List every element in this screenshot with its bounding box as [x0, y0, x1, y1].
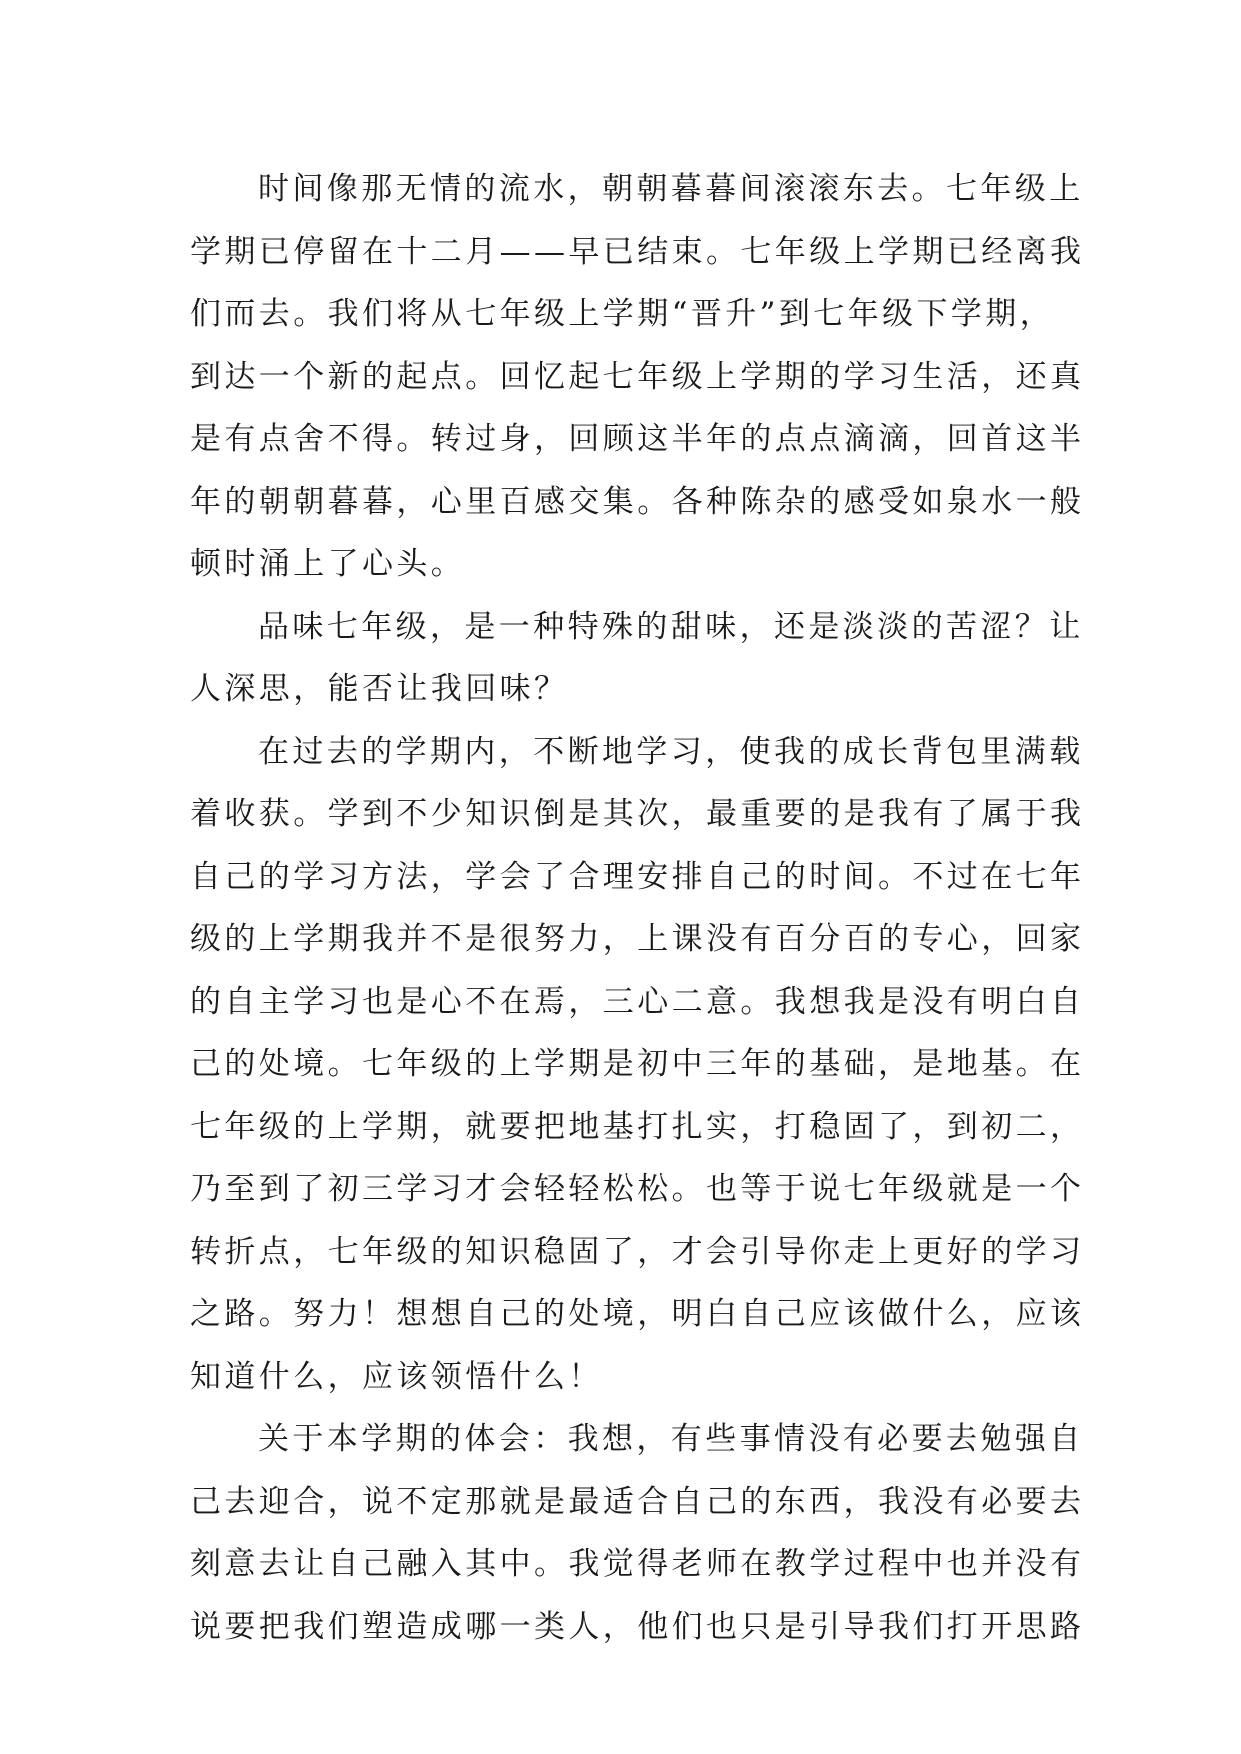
text-line: 人深思，能否让我回味？ — [190, 671, 569, 707]
text-line: 到达一个新的起点。回忆起七年级上学期的学习生活，还真 — [190, 358, 1085, 395]
text-line: 转折点，七年级的知识稳固了，才会引导你走上更好的学习 — [190, 1233, 1085, 1270]
text-line: 之路。努力！想想自己的处境，明白自己应该做什么，应该 — [190, 1296, 1085, 1332]
text-line: 在过去的学期内，不断地学习，使我的成长背包里满载 — [258, 733, 1084, 770]
text-line: 品味七年级，是一种特殊的甜味，还是淡淡的苦涩？让 — [258, 608, 1084, 645]
text-line: 顿时涌上了心头。 — [190, 546, 466, 582]
body-text — [190, 158, 1085, 1658]
text-line: 己去迎合，说不定那就是最适合自己的东西，我没有必要去 — [190, 1483, 1085, 1520]
text-line: 刻意去让自己融入其中。我觉得老师在教学过程中也并没有 — [190, 1546, 1085, 1582]
text-line: 自己的学习方法，学会了合理安排自己的时间。不过在七年 — [190, 858, 1085, 895]
text-line: 知道什么，应该领悟什么！ — [190, 1358, 603, 1395]
text-line: 己的处境。七年级的上学期是初中三年的基础，是地基。在 — [190, 1046, 1085, 1082]
text-line: 的自主学习也是心不在焉，三心二意。我想我是没有明白自 — [190, 983, 1085, 1020]
text-line: 关于本学期的体会：我想，有些事情没有必要去勉强自 — [258, 1421, 1084, 1457]
text-line: 学期已停留在十二月——早已结束。七年级上学期已经离我 — [190, 233, 1085, 270]
text-line: 着收获。学到不少知识倒是其次，最重要的是我有了属于我 — [190, 796, 1085, 832]
text-line: 说要把我们塑造成哪一类人，他们也只是引导我们打开思路 — [190, 1608, 1085, 1645]
text-line: 时间像那无情的流水，朝朝暮暮间滚滚东去。七年级上 — [258, 171, 1084, 207]
text-line: 七年级的上学期，就要把地基打扎实，打稳固了，到初二， — [190, 1108, 1085, 1145]
text-line: 乃至到了初三学习才会轻轻松松。也等于说七年级就是一个 — [190, 1171, 1085, 1207]
text-line: 级的上学期我并不是很努力，上课没有百分百的专心，回家 — [190, 921, 1085, 957]
text-line: 年的朝朝暮暮，心里百感交集。各种陈杂的感受如泉水一般 — [190, 483, 1085, 520]
text-line: 们而去。我们将从七年级上学期“晋升”到七年级下学期， — [190, 296, 1055, 332]
text-line: 是有点舍不得。转过身，回顾这半年的点点滴滴，回首这半 — [190, 421, 1085, 457]
